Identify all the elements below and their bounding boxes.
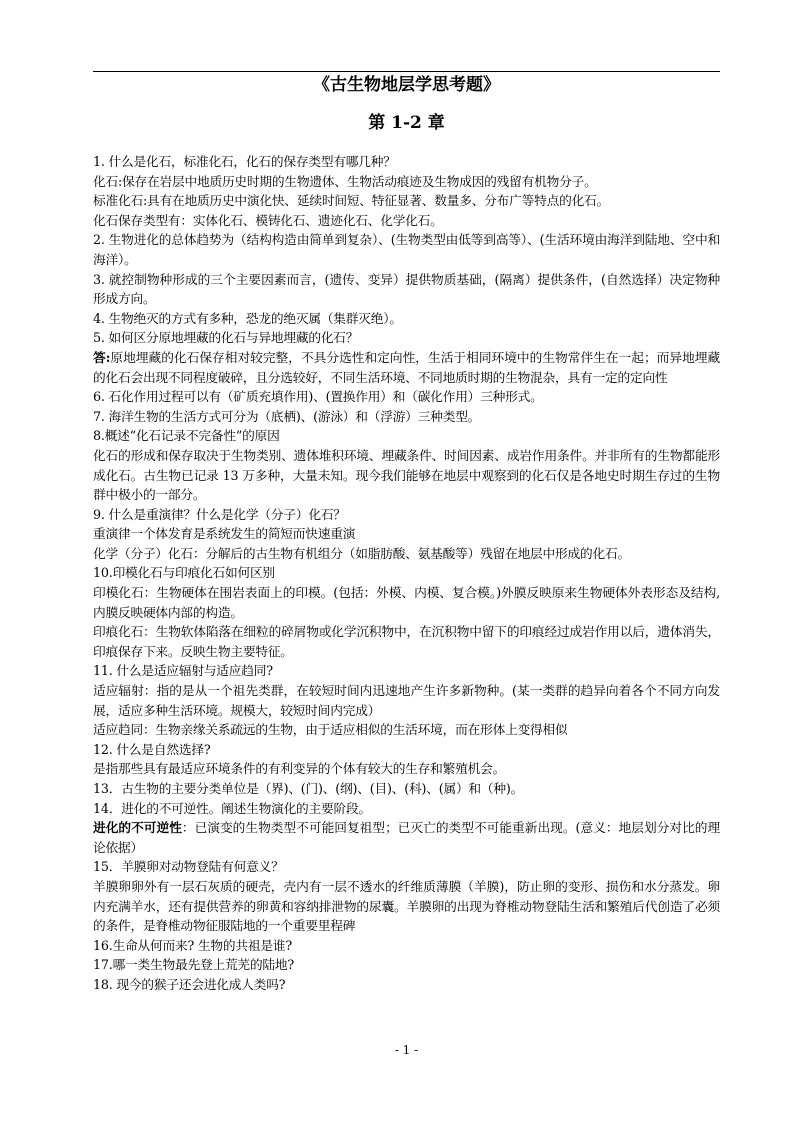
question-8: 8.概述“化石记录不完备性”的原因 bbox=[93, 428, 280, 444]
question-17: 17.哪一类生物最先登上荒芜的陆地? bbox=[93, 957, 295, 973]
question-15: 15．羊膜卵对动物登陆有何意义？ bbox=[93, 859, 284, 875]
question-4: 4. 生物绝灭的方式有多种，恐龙的绝灭属（集群灭绝）。 bbox=[93, 310, 402, 326]
answer-line: 羊膜卵卵外有一层石灰质的硬壳，壳内有一层不透水的纤维质薄膜（羊膜)，防止卵的变形、损伤和水分蒸发。卵内充满羊水，还有提供营养的卵黄和容纳排泄物的尿囊。羊膜卵的出现为脊椎动物登陆生活和繁殖后代创造了必须的条件，是脊椎动物征服陆地的一个重要里程碑 bbox=[93, 878, 720, 934]
question-2: 2. 生物进化的总体趋势为（结构构造由简单到复杂）、(生物类型由低等到高等）、(生活环境由海洋到陆地、空中和海洋）。 bbox=[93, 232, 720, 267]
header-rule bbox=[93, 71, 720, 72]
answer-14 bbox=[93, 818, 720, 857]
question-12: 12. 什么是自然选择? bbox=[93, 741, 211, 757]
question-7: 7. 海洋生物的生活方式可分为（底栖)、(游泳）和（浮游）三种类型。 bbox=[93, 408, 481, 424]
answer-label: 进化的不可逆性 bbox=[93, 820, 182, 836]
answer-line: 适应趋同：生物亲缘关系疏远的生物，由于适应相似的生活环境，而在形体上变得相似 bbox=[93, 722, 568, 738]
answer-14-text: ：已演变的生物类型不可能回复祖型；已灭亡的类型不可能重新出现。(意义：地层划分对比的理论依据） bbox=[93, 820, 720, 855]
question-13: 13．古生物的主要分类单位是（界)、(门)、(纲)、(目)、(科)、(属）和（种)。 bbox=[93, 781, 524, 796]
question-5: 5. 如何区分原地埋藏的化石与异地埋藏的化石？ bbox=[93, 330, 359, 346]
question-14: 14．进化的不可逆性。阐述生物演化的主要阶段。 bbox=[93, 800, 371, 816]
question-10: 10.印模化石与印痕化石如何区别 bbox=[93, 565, 275, 581]
question-3: 3. 就控制物种形成的三个主要因素而言，(遗传、变异）提供物质基础，(隔离）提供条件，(自然选择）决定物种形成方向。 bbox=[93, 271, 720, 307]
document-title: 《古生物地层学思考题》 bbox=[313, 75, 500, 95]
answer-line: 化石:保存在岩层中地质历史时期的生物遗体、生物活动痕迹及生物成因的残留有机物分子。 bbox=[93, 173, 597, 189]
answer-line: 印模化石：生物硬体在围岩表面上的印模。(包括：外模、内模、复合模。)外膜反映原来生物硬体外表形态及结构,内膜反映硬体内部的构造。 bbox=[93, 585, 720, 620]
answer-line: 标准化石:具有在地质历史中演化快、延续时间短、特征显著、数量多、分布广等特点的化石。 bbox=[93, 193, 610, 209]
answer-line: 适应辐射：指的是从一个祖先类群，在较短时间内迅速地产生许多新物种。(某一类群的趋异向着各个不同方向发展，适应多种生活环境。规模大，较短时间内完成） bbox=[93, 683, 720, 718]
question-18: 18. 现今的猴子还会进化成人类吗? bbox=[93, 976, 286, 992]
answer-line: 是指那些具有最适应环境条件的有利变异的个体有较大的生存和繁殖机会。 bbox=[93, 761, 506, 777]
chapter-heading: 第 1-2 章 bbox=[368, 113, 445, 133]
question-9: 9. 什么是重演律？什么是化学（分子）化石？ bbox=[93, 506, 346, 522]
answer-line: 化石保存类型有：实体化石、模铸化石、遗迹化石、化学化石。 bbox=[93, 212, 443, 228]
answer-5-text: 原地埋藏的化石保存相对较完整，不具分选性和定向性，生活于相同环境中的生物常伴生在一起；而异地埋藏 的化石会出现不同程度破碎，且分选较好，不同生活环境、不同地质时期的生物混杂，具有一定的定向性 bbox=[93, 349, 720, 385]
answer-label: 答: bbox=[93, 349, 111, 365]
answer-line: 化学（分子）化石：分解后的古生物有机组分（如脂肪酸、氨基酸等）残留在地层中形成的化石。 bbox=[93, 545, 630, 561]
question-16: 16.生命从何而来? 生物的共祖是谁? bbox=[93, 937, 292, 953]
answer-line: 化石的形成和保存取决于生物类别、遗体堆积环境、埋藏条件、时间因素、成岩作用条件。并非所有的生物都能形成化石。古生物已记录 13 万多种，大量未知。现今我们能够在地层中观察到的化石仅是各地史时期生存过的生物群中极小的一部分。 bbox=[93, 447, 720, 503]
question-11: 11. 什么是适应辐射与适应趋同? bbox=[93, 663, 273, 679]
question-1: 1. 什么是化石，标准化石，化石的保存类型有哪几种？ bbox=[93, 154, 396, 169]
document-body bbox=[93, 152, 720, 995]
answer-5 bbox=[93, 348, 720, 387]
page-number: - 1 - bbox=[394, 1043, 419, 1057]
answer-line: 重演律一个体发育是系统发生的简短而快速重演 bbox=[93, 526, 356, 542]
answer-line: 印痕化石：生物软体陷落在细粒的碎屑物或化学沉积物中，在沉积物中留下的印痕经过成岩作用以后，遗体消失，印痕保存下来。反映生物主要特征。 bbox=[93, 624, 720, 659]
question-6: 6. 石化作用过程可以有（矿质充填作用)、(置换作用）和（碳化作用）三种形式。 bbox=[93, 389, 543, 405]
